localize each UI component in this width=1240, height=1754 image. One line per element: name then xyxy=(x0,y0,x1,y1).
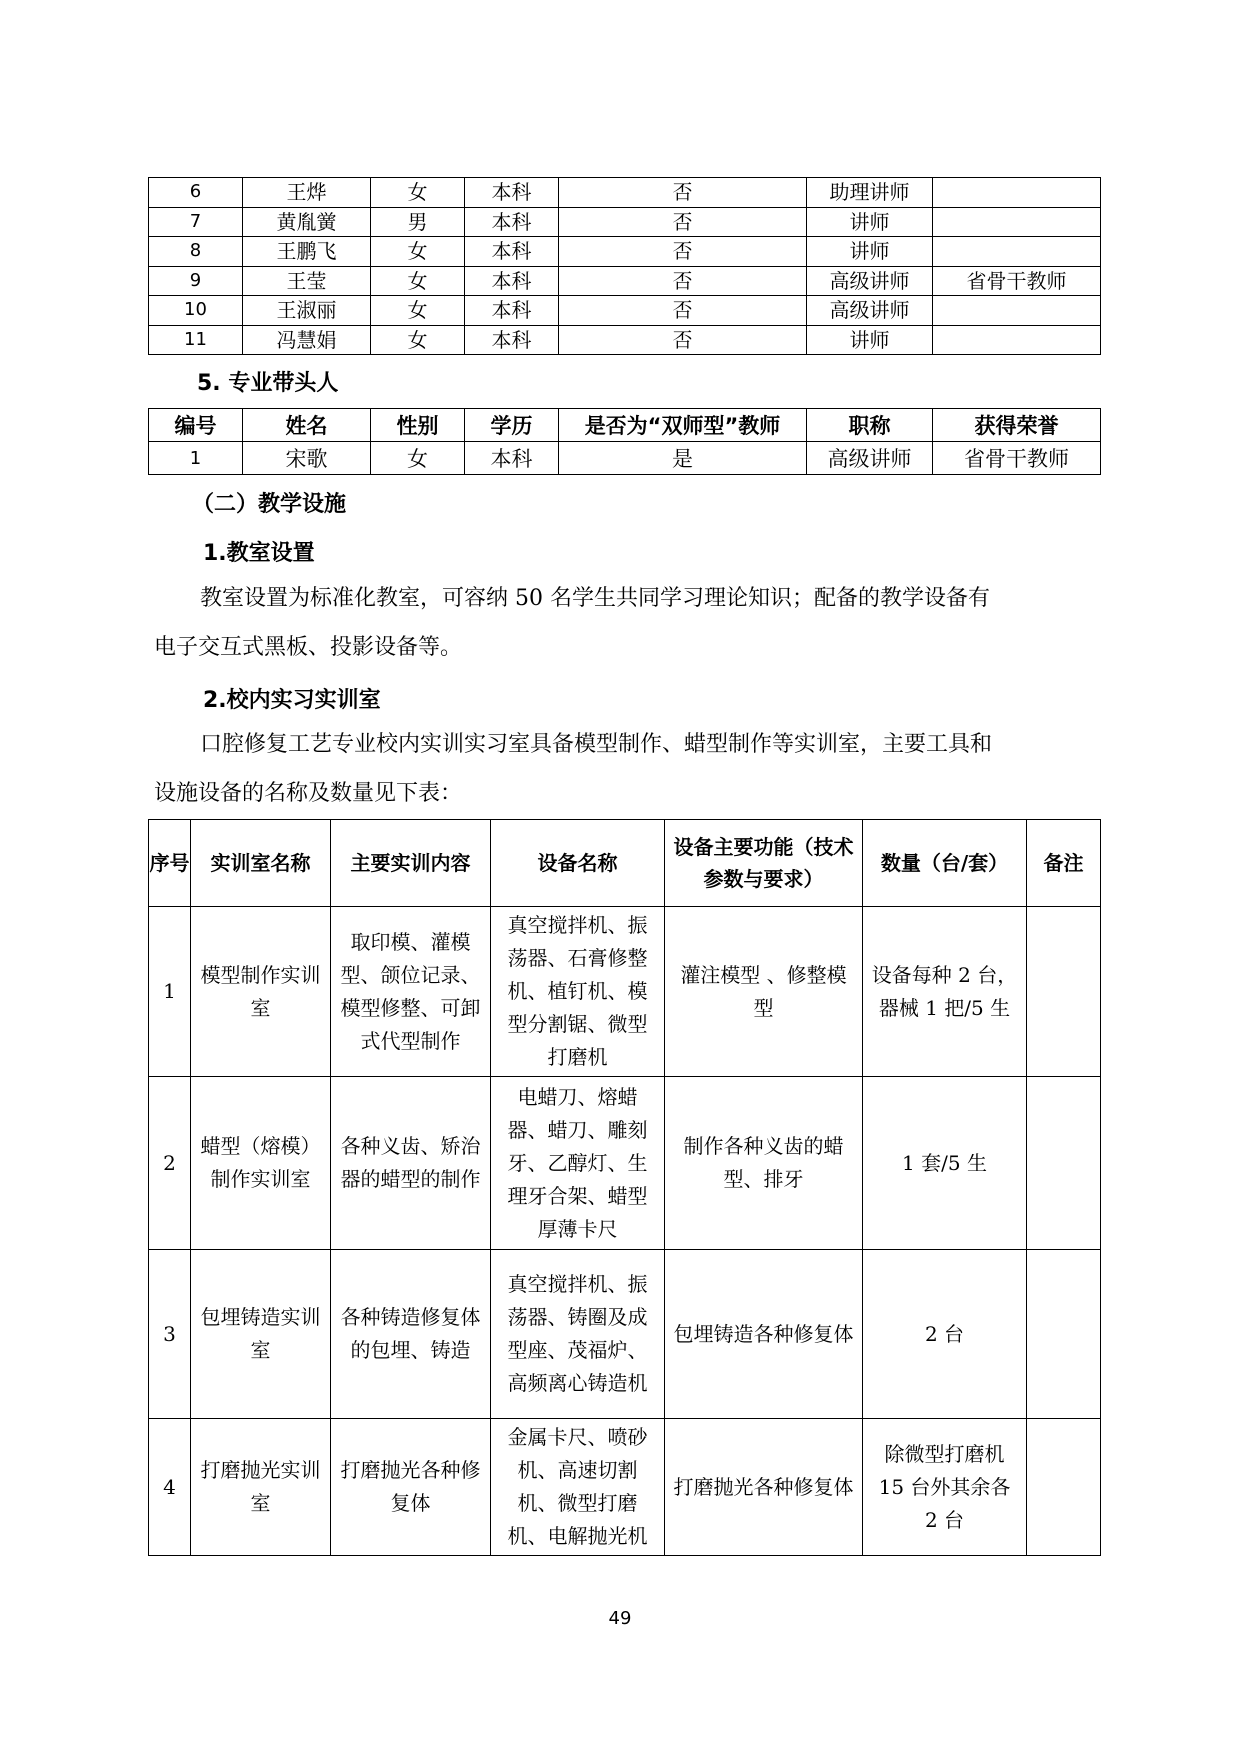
leader-table-head xyxy=(149,409,1101,442)
table-cell: 除微型打磨机 15 台外其余各 2 台 xyxy=(863,1419,1027,1556)
table-cell xyxy=(933,237,1101,267)
table-cell: 1 xyxy=(149,442,243,475)
table-cell: 女 xyxy=(371,296,465,326)
leader-heading: 5. 专业带头人 xyxy=(197,371,339,396)
table-row xyxy=(149,178,1101,208)
table-row xyxy=(149,296,1101,326)
table-cell: 冯慧娟 xyxy=(243,325,371,355)
table-cell: 讲师 xyxy=(807,237,933,267)
column-header: 实训室名称 xyxy=(191,820,331,907)
table-cell: 否 xyxy=(559,178,807,208)
table-cell: 6 xyxy=(149,178,243,208)
classroom-para-line2: 电子交互式黑板、投影设备等。 xyxy=(154,635,463,660)
table-row xyxy=(149,266,1101,296)
table-cell: 打磨抛光实训室 xyxy=(191,1419,331,1556)
table-cell: 电蜡刀、熔蜡器、蜡刀、雕刻牙、乙醇灯、生理牙合架、蜡型厚薄卡尺 xyxy=(491,1077,665,1250)
column-header: 序号 xyxy=(149,820,191,907)
table-cell: 助理讲师 xyxy=(807,178,933,208)
column-header: 备注 xyxy=(1027,820,1101,907)
table-cell: 制作各种义齿的蜡型、排牙 xyxy=(665,1077,863,1250)
column-header: 是否为“双师型”教师 xyxy=(559,409,807,442)
table-cell: 本科 xyxy=(465,266,559,296)
table-cell: 本科 xyxy=(465,442,559,475)
column-header: 姓名 xyxy=(243,409,371,442)
table-row xyxy=(149,1077,1101,1250)
table-row xyxy=(149,907,1101,1077)
table-cell: 本科 xyxy=(465,178,559,208)
table-cell: 王莹 xyxy=(243,266,371,296)
table-cell: 女 xyxy=(371,442,465,475)
table-cell: 宋歌 xyxy=(243,442,371,475)
lab-heading: 2.校内实习实训室 xyxy=(203,688,381,713)
table-cell: 否 xyxy=(559,296,807,326)
table-cell: 女 xyxy=(371,266,465,296)
table-cell: 取印模、灌模型、颌位记录、模型修整、可卸式代型制作 xyxy=(331,907,491,1077)
table-cell: 王淑丽 xyxy=(243,296,371,326)
lab-paragraph xyxy=(154,720,1100,818)
table-cell: 高级讲师 xyxy=(807,296,933,326)
lab-table xyxy=(148,819,1101,1556)
table-cell: 女 xyxy=(371,325,465,355)
table-cell xyxy=(933,296,1101,326)
table-cell: 女 xyxy=(371,237,465,267)
table-cell xyxy=(1027,1250,1101,1419)
column-header: 性别 xyxy=(371,409,465,442)
table-cell: 讲师 xyxy=(807,325,933,355)
column-header: 主要实训内容 xyxy=(331,820,491,907)
table-cell: 包埋铸造实训室 xyxy=(191,1250,331,1419)
table-cell: 模型制作实训室 xyxy=(191,907,331,1077)
table-cell: 设备每种 2 台，器械 1 把/5 生 xyxy=(863,907,1027,1077)
table-cell: 7 xyxy=(149,207,243,237)
column-header: 编号 xyxy=(149,409,243,442)
table-cell: 否 xyxy=(559,237,807,267)
table-cell: 否 xyxy=(559,325,807,355)
table-cell: 女 xyxy=(371,178,465,208)
teacher-table xyxy=(148,177,1101,355)
table-cell: 本科 xyxy=(465,325,559,355)
table-cell: 金属卡尺、喷砂机、高速切割机、微型打磨机、电解抛光机 xyxy=(491,1419,665,1556)
table-cell: 各种铸造修复体的包埋、铸造 xyxy=(331,1250,491,1419)
table-cell: 省骨干教师 xyxy=(933,266,1101,296)
table-cell: 讲师 xyxy=(807,207,933,237)
table-cell: 否 xyxy=(559,266,807,296)
table-cell: 11 xyxy=(149,325,243,355)
table-cell: 黄胤黉 xyxy=(243,207,371,237)
table-cell xyxy=(1027,907,1101,1077)
table-cell xyxy=(1027,1077,1101,1250)
classroom-paragraph xyxy=(154,574,1100,672)
table-cell: 各种义齿、矫治器的蜡型的制作 xyxy=(331,1077,491,1250)
table-row xyxy=(149,325,1101,355)
table-row xyxy=(149,237,1101,267)
table-header-row xyxy=(149,820,1101,907)
leader-table xyxy=(148,408,1101,475)
table-cell: 3 xyxy=(149,1250,191,1419)
table-cell: 省骨干教师 xyxy=(933,442,1101,475)
table-cell xyxy=(933,178,1101,208)
table-cell: 本科 xyxy=(465,237,559,267)
table-cell: 真空搅拌机、振荡器、铸圈及成型座、茂福炉、高频离心铸造机 xyxy=(491,1250,665,1419)
table-cell: 高级讲师 xyxy=(807,266,933,296)
table-cell: 本科 xyxy=(465,296,559,326)
table-cell: 灌注模型 、修整模型 xyxy=(665,907,863,1077)
leader-table-body xyxy=(149,442,1101,475)
table-cell: 否 xyxy=(559,207,807,237)
column-header: 学历 xyxy=(465,409,559,442)
lab-table-head xyxy=(149,820,1101,907)
teacher-table-body xyxy=(149,178,1101,355)
table-row xyxy=(149,1250,1101,1419)
table-cell: 8 xyxy=(149,237,243,267)
lab-table-body xyxy=(149,907,1101,1556)
table-cell xyxy=(933,207,1101,237)
table-cell: 包埋铸造各种修复体 xyxy=(665,1250,863,1419)
table-row xyxy=(149,1419,1101,1556)
column-header: 职称 xyxy=(807,409,933,442)
table-cell xyxy=(1027,1419,1101,1556)
page-number: 49 xyxy=(608,1608,632,1629)
table-cell: 1 套/5 生 xyxy=(863,1077,1027,1250)
table-cell: 蜡型（熔模）制作实训室 xyxy=(191,1077,331,1250)
table-row xyxy=(149,442,1101,475)
lab-para-line1: 口腔修复工艺专业校内实训实习室具备模型制作、蜡型制作等实训室，主要工具和 xyxy=(200,732,993,757)
table-cell: 10 xyxy=(149,296,243,326)
table-cell: 9 xyxy=(149,266,243,296)
table-cell: 2 台 xyxy=(863,1250,1027,1419)
classroom-heading: 1.教室设置 xyxy=(203,541,315,566)
lab-para-line2: 设施设备的名称及数量见下表： xyxy=(154,781,463,806)
table-cell: 王烨 xyxy=(243,178,371,208)
table-cell: 王鹏飞 xyxy=(243,237,371,267)
table-cell: 2 xyxy=(149,1077,191,1250)
table-row xyxy=(149,207,1101,237)
table-cell: 是 xyxy=(559,442,807,475)
table-cell: 高级讲师 xyxy=(807,442,933,475)
table-cell: 打磨抛光各种修复体 xyxy=(665,1419,863,1556)
column-header: 数量（台/套） xyxy=(863,820,1027,907)
table-cell: 4 xyxy=(149,1419,191,1556)
column-header: 设备主要功能（技术参数与要求） xyxy=(665,820,863,907)
table-header-row xyxy=(149,409,1101,442)
column-header: 设备名称 xyxy=(491,820,665,907)
table-cell xyxy=(933,325,1101,355)
table-cell: 打磨抛光各种修复体 xyxy=(331,1419,491,1556)
column-header: 获得荣誉 xyxy=(933,409,1101,442)
table-cell: 真空搅拌机、振荡器、石膏修整机、植钉机、模型分割锯、微型打磨机 xyxy=(491,907,665,1077)
table-cell: 男 xyxy=(371,207,465,237)
section-heading: （二）教学设施 xyxy=(192,492,347,517)
classroom-para-line1: 教室设置为标准化教室，可容纳 50 名学生共同学习理论知识；配备的教学设备有 xyxy=(200,586,990,611)
table-cell: 本科 xyxy=(465,207,559,237)
table-cell: 1 xyxy=(149,907,191,1077)
